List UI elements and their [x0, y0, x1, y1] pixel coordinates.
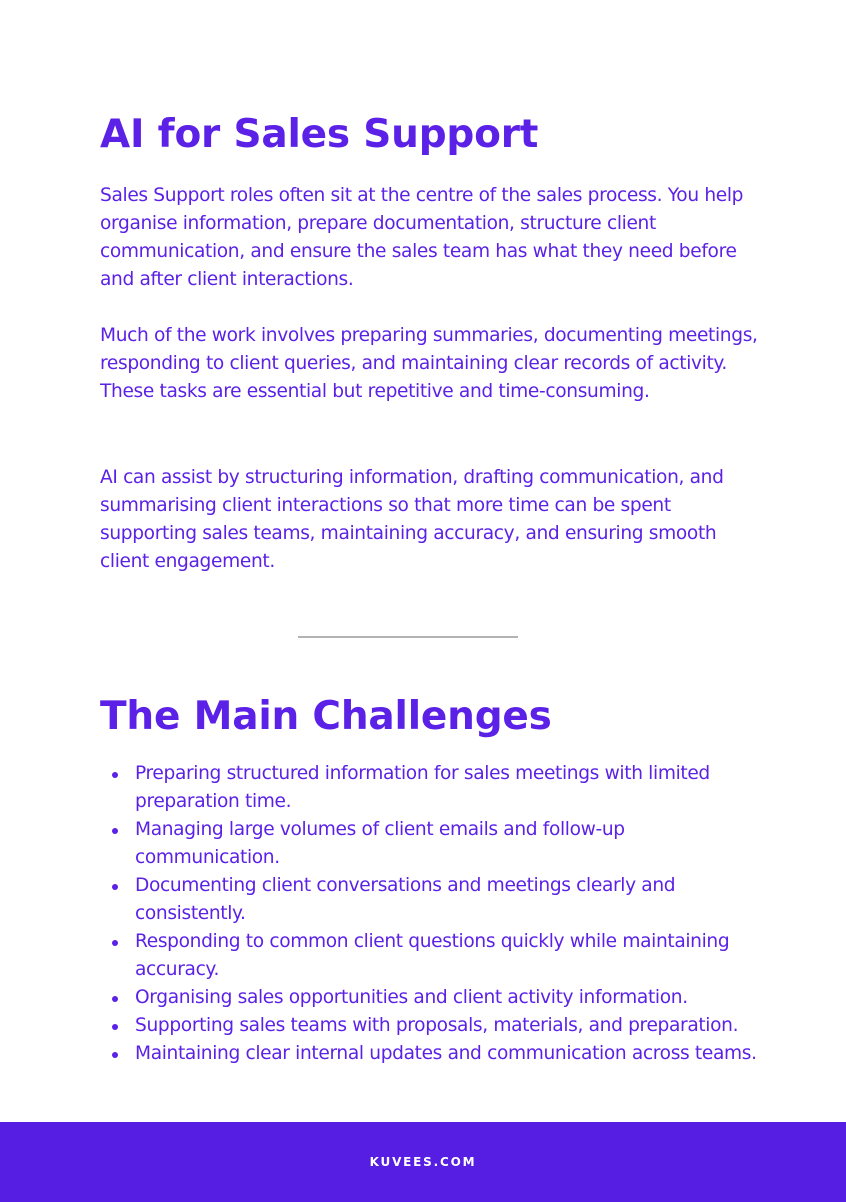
list-item-text: Preparing structured information for sales meetings with limited preparation time. [135, 763, 710, 812]
intro-paragraph-1 [100, 182, 760, 294]
challenges-list-container [100, 760, 760, 1068]
paragraph: AI can assist by structuring information, drafting communication, and summarising client interactions so that more time can be spent supporting sales teams, maintaining accuracy, and ensuring smooth client engagement. [100, 467, 724, 572]
list-item [100, 872, 760, 928]
list-item [100, 928, 760, 984]
bullet-icon [112, 772, 118, 778]
list-item [100, 760, 760, 816]
list-item-text: Documenting client conversations and meetings clearly and consistently. [135, 875, 676, 924]
intro-paragraph-2 [100, 322, 760, 406]
list-item [100, 1012, 760, 1040]
section-title-main-challenges: The Main Challenges [100, 694, 552, 739]
intro-paragraph-3 [100, 464, 760, 576]
bullet-icon [112, 1024, 118, 1030]
bullet-icon [112, 1052, 118, 1058]
challenges-section-header [100, 694, 760, 740]
section-title-ai-sales-support: AI for Sales Support [100, 112, 539, 157]
list-item-text: Organising sales opportunities and client activity information. [135, 987, 688, 1008]
challenges-list [100, 760, 760, 1068]
section-divider [298, 636, 518, 638]
bullet-icon [112, 940, 118, 946]
intro-section [100, 112, 760, 158]
list-item-text: Supporting sales teams with proposals, materials, and preparation. [135, 1015, 739, 1036]
bullet-icon [112, 884, 118, 890]
paragraph: Much of the work involves preparing summaries, documenting meetings, responding to client queries, and maintaining clear records of activity. These tasks are essential but repetitive and time-consuming. [100, 325, 758, 402]
list-item-text: Maintaining clear internal updates and communication across teams. [135, 1043, 757, 1064]
list-item [100, 1040, 760, 1068]
paragraph: Sales Support roles often sit at the centre of the sales process. You help organise information, prepare documentation, structure client communication, and ensure the sales team has what they need before and after client interactions. [100, 185, 744, 290]
bullet-icon [112, 828, 118, 834]
bullet-icon [112, 996, 118, 1002]
footer-site-link[interactable]: KUVEES.COM [369, 1155, 477, 1169]
footer-bar [0, 1122, 846, 1202]
list-item-text: Responding to common client questions quickly while maintaining accuracy. [135, 931, 730, 980]
list-item [100, 984, 760, 1012]
list-item-text: Managing large volumes of client emails and follow-up communication. [135, 819, 625, 868]
list-item [100, 816, 760, 872]
